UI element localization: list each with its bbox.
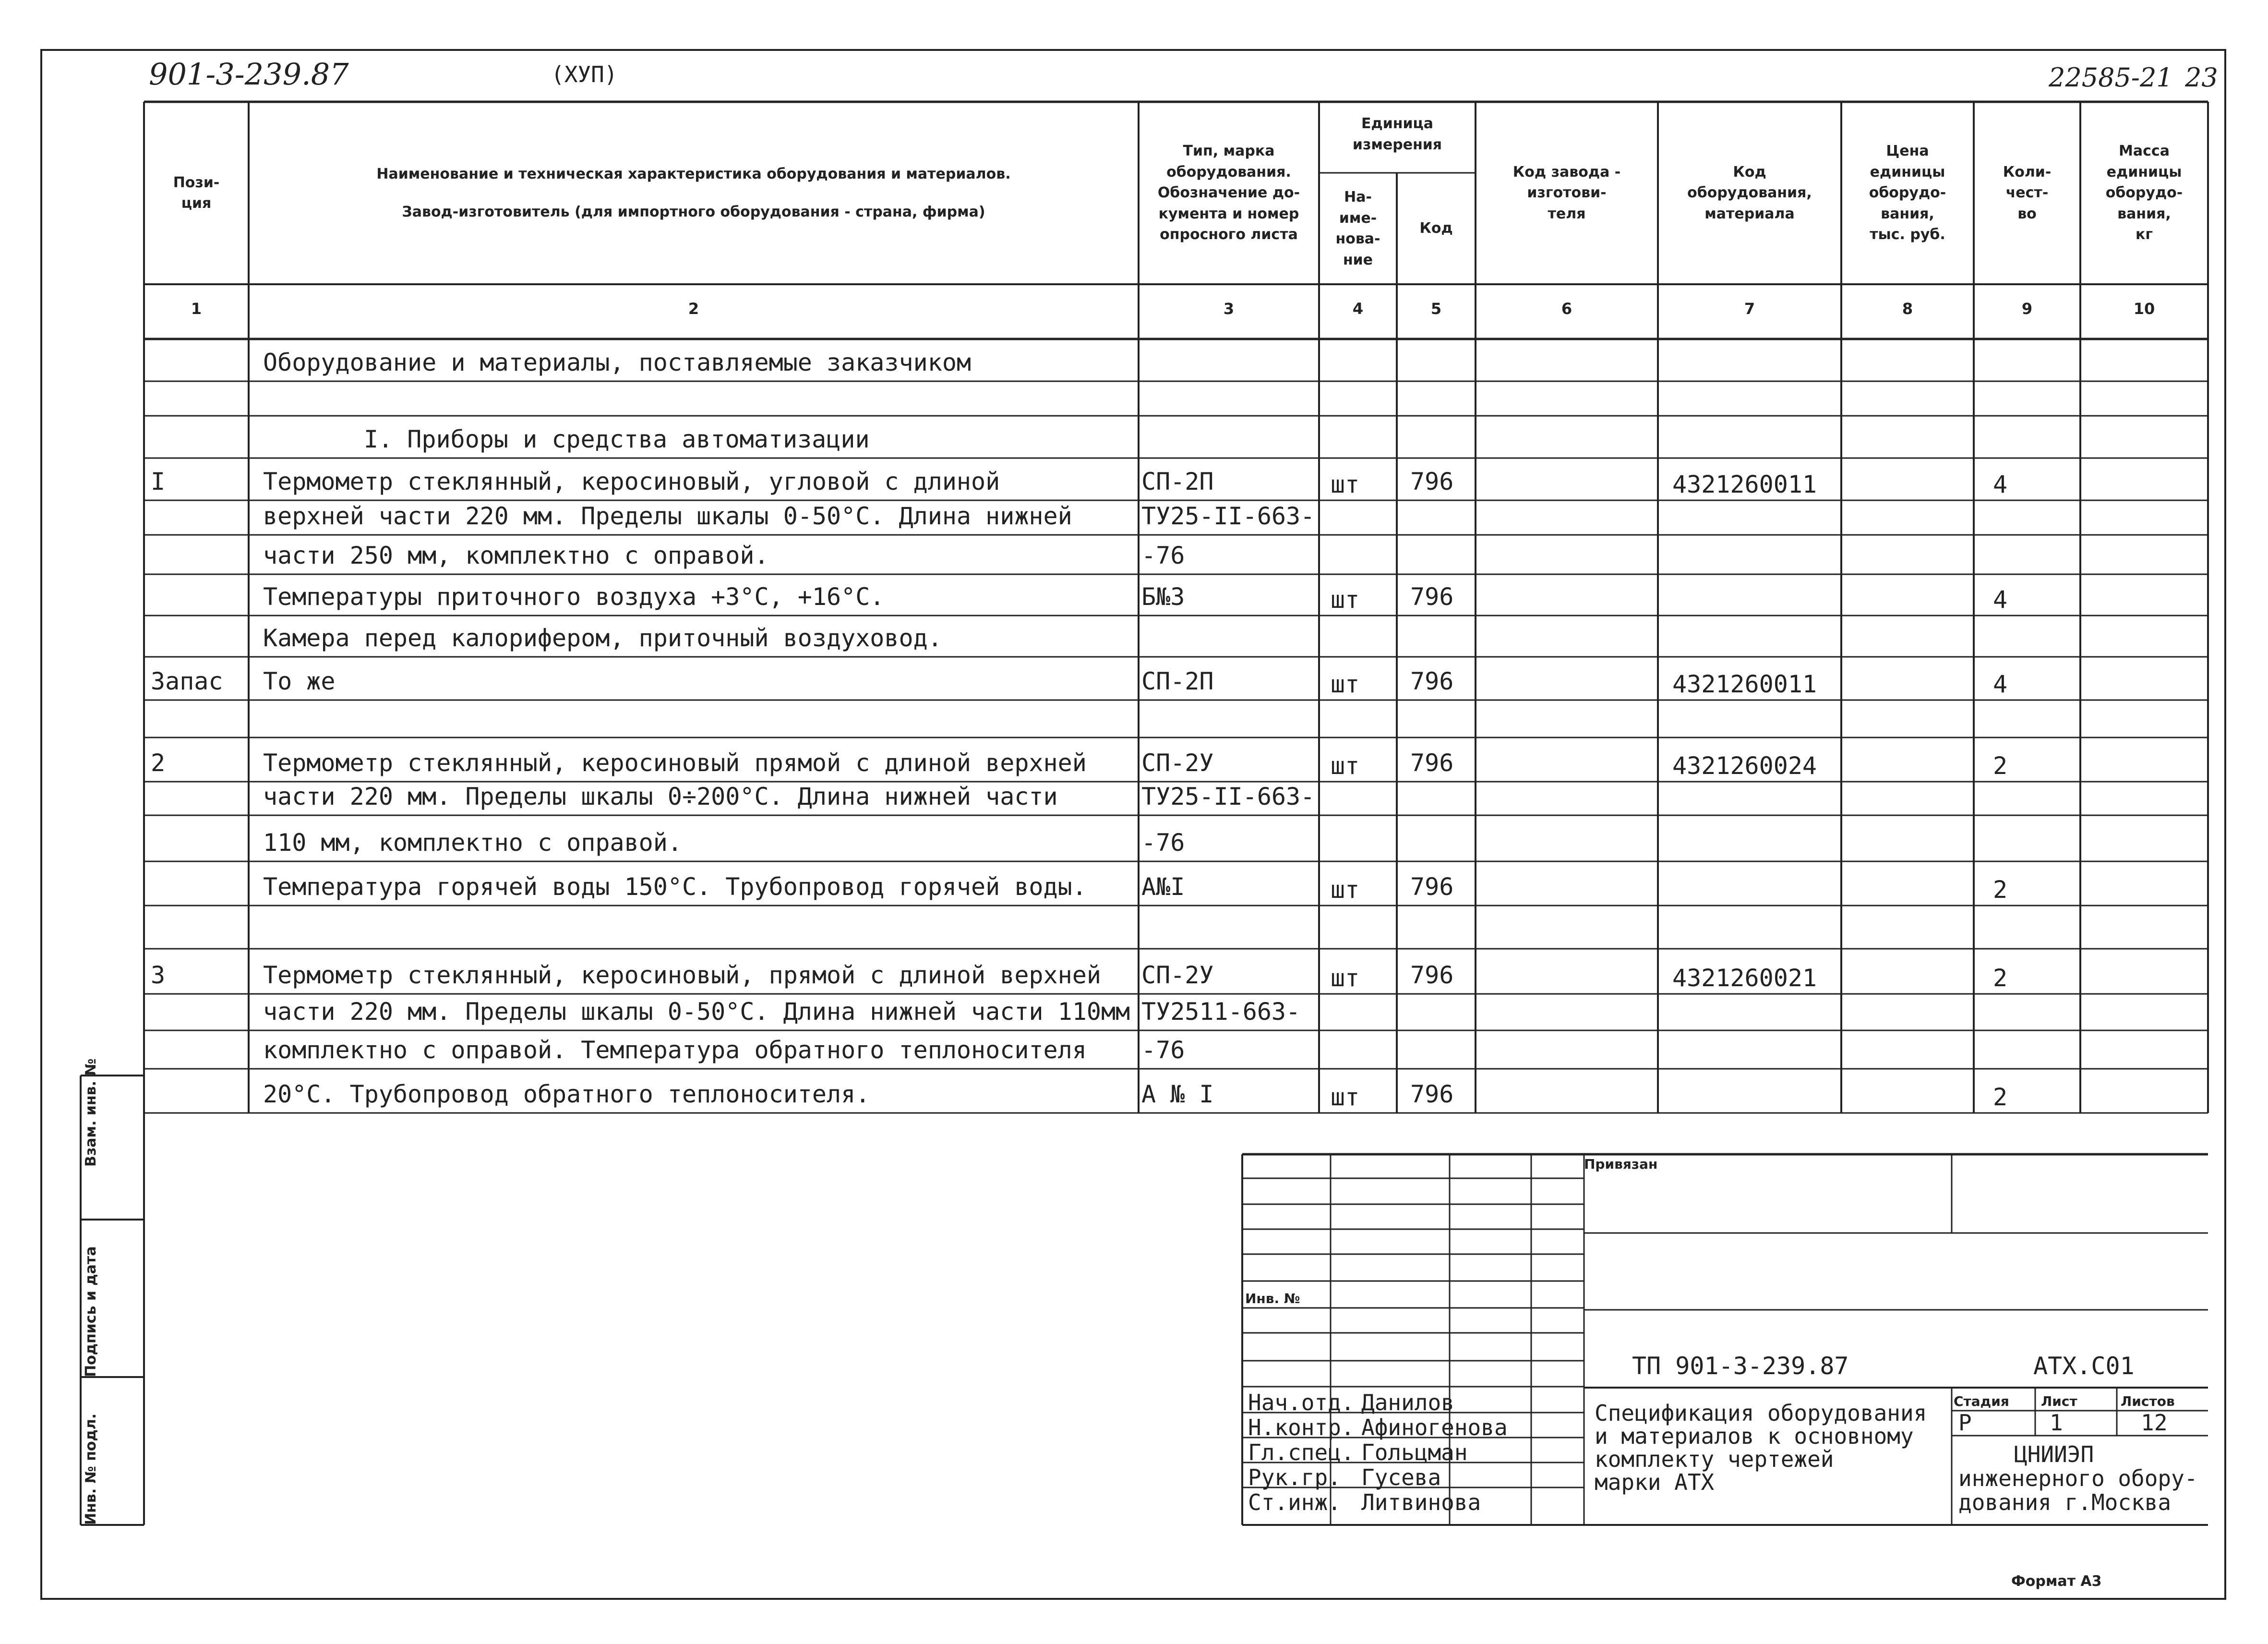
row-name: I. Приборы и средства автоматизации: [364, 425, 870, 453]
stamp-title-line-2: и материалов к основному: [1595, 1423, 1914, 1449]
row-type: -76: [1141, 829, 1185, 857]
unit-header-line: Единица: [1361, 115, 1433, 132]
header-line: На-: [1344, 189, 1372, 206]
row-name: Термометр стеклянный, керосиновый, прямой с длиной верхней: [263, 961, 1101, 989]
header-line: Тип, марка: [1183, 143, 1275, 160]
row-equipment-code: 4321260011: [1672, 471, 1817, 498]
side-label-replace-inv: Взам. инв. №: [83, 1058, 99, 1167]
stage-label: Стадия: [1954, 1393, 2009, 1409]
header-line: Код: [1419, 220, 1453, 237]
column-header-5: [1397, 173, 1476, 284]
stage-value: Р: [1958, 1410, 1972, 1436]
stamp-title-line-1: Спецификация оборудования: [1595, 1400, 1927, 1426]
signer-name: Данилов: [1361, 1390, 1454, 1415]
org-line-3: дования г.Москва: [1958, 1489, 2172, 1515]
row-quantity: 4: [1993, 586, 2008, 614]
row-type: Б№3: [1141, 583, 1185, 611]
column-header-4: [1319, 173, 1397, 284]
header-line: материала: [1704, 205, 1795, 222]
column-header-10: [2080, 102, 2208, 284]
column-number-6: 6: [1561, 300, 1572, 318]
header-line: Цена: [1886, 143, 1929, 160]
column-header-8: [1841, 102, 1974, 284]
unit-header: [1319, 113, 1476, 155]
row-quantity: 2: [1993, 1083, 2008, 1111]
column-number-9: 9: [2021, 300, 2033, 318]
row-name: Температура горячей воды 150°С. Трубопровод горячей воды.: [263, 873, 1087, 901]
row-name: Термометр стеклянный, керосиновый, угловой с длиной: [263, 468, 1000, 496]
header-line: оборудо-: [2105, 184, 2183, 202]
row-type: -76: [1141, 1036, 1185, 1064]
signer-role: Ст.инж.: [1248, 1489, 1341, 1515]
row-type: ТУ25-II-663-: [1141, 783, 1315, 810]
stamp-title-line-4: марки АТХ: [1595, 1469, 1715, 1495]
column-number-7: 7: [1744, 300, 1755, 318]
privyazan-label: Привязан: [1584, 1156, 1658, 1172]
row-name: части 220 мм. Пределы шкалы 0-50°С. Длина нижней части 110мм: [263, 998, 1130, 1026]
column-header-3: [1139, 102, 1319, 284]
row-unit: шт: [1331, 752, 1360, 780]
row-type: СП-2У: [1141, 749, 1214, 777]
row-unit: шт: [1331, 586, 1360, 614]
column-header-9: [1974, 102, 2080, 284]
row-name: верхней части 220 мм. Пределы шкалы 0-50°С. Длина нижней: [263, 502, 1072, 530]
signer-role: Н.контр.: [1248, 1414, 1355, 1440]
row-unit: шт: [1331, 471, 1360, 498]
org-line-1: ЦНИИЭП: [2014, 1441, 2094, 1467]
row-quantity: 4: [1993, 471, 2008, 498]
signer-role: Нач.отд.: [1248, 1390, 1355, 1415]
row-equipment-code: 4321260024: [1672, 752, 1817, 780]
header-line: изготови-: [1527, 184, 1607, 202]
header-line: чест-: [2005, 184, 2049, 202]
row-name: части 250 мм, комплектно с оправой.: [263, 542, 769, 569]
header-line: ние: [1343, 251, 1373, 268]
stamp-doc-mark: АТХ.С01: [2033, 1352, 2135, 1380]
row-position: 2: [151, 749, 166, 777]
row-name: 110 мм, комплектно с оправой.: [263, 829, 682, 857]
column-header-6: [1476, 102, 1658, 284]
sheets-label: Листов: [2121, 1393, 2175, 1409]
row-type: А № I: [1141, 1080, 1214, 1108]
row-unit: шт: [1331, 1083, 1360, 1111]
signer-name: Литвинова: [1361, 1489, 1481, 1515]
header-line: кг: [2135, 226, 2153, 243]
column-header-2: [249, 102, 1139, 284]
row-quantity: 2: [1993, 876, 2008, 904]
format-label: Формат А3: [2011, 1573, 2102, 1590]
column-number-4: 4: [1352, 300, 1364, 318]
row-unit-code: 796: [1410, 749, 1454, 777]
row-name: части 220 мм. Пределы шкалы 0÷200°С. Длина нижней части: [263, 783, 1058, 810]
sheets-value: 12: [2141, 1410, 2168, 1436]
row-name: Оборудование и материалы, поставляемые заказчиком: [263, 349, 972, 376]
column-number-1: 1: [191, 300, 202, 318]
row-quantity: 2: [1993, 752, 2008, 780]
column-number-5: 5: [1430, 300, 1442, 318]
unit-header-line: измерения: [1352, 136, 1442, 153]
stamp-title-line-3: комплекту чертежей: [1595, 1446, 1834, 1472]
row-unit-code: 796: [1410, 1080, 1454, 1108]
signer-name: Гусева: [1361, 1464, 1441, 1490]
row-unit-code: 796: [1410, 667, 1454, 695]
row-quantity: 2: [1993, 964, 2008, 992]
header-line: Код: [1733, 163, 1766, 181]
row-type: ТУ2511-663-: [1141, 998, 1301, 1026]
sheet-value: 1: [2050, 1410, 2063, 1436]
header-line: оборудования.: [1166, 163, 1291, 181]
side-label-signature-date: Подпись и дата: [83, 1246, 99, 1377]
row-type: СП-2П: [1141, 468, 1214, 496]
document-code: 901-3-239.87: [149, 57, 349, 92]
row-unit-code: 796: [1410, 468, 1454, 496]
row-unit: шт: [1331, 670, 1360, 698]
row-position: I: [151, 468, 166, 496]
header-line: теля: [1548, 205, 1586, 222]
row-unit-code: 796: [1410, 961, 1454, 989]
header-line: опросного листа: [1160, 226, 1298, 243]
row-type: СП-2П: [1141, 667, 1214, 695]
section-mark: (ХУП): [551, 61, 618, 87]
inventory-number: 22585-21: [2049, 62, 2173, 93]
signer-role: Гл.спец.: [1248, 1439, 1355, 1465]
row-unit-code: 796: [1410, 583, 1454, 611]
header-line: ция: [181, 195, 212, 212]
header-line: единицы: [2106, 163, 2182, 181]
row-position: Запас: [151, 667, 223, 695]
header-line: оборудования,: [1687, 184, 1812, 202]
header-line: вания,: [2117, 205, 2171, 222]
header-line: вания,: [1881, 205, 1934, 222]
inv-no-label: Инв. №: [1245, 1291, 1300, 1306]
header-line: единицы: [1870, 163, 1945, 181]
header-line: Код завода -: [1512, 163, 1621, 181]
stamp-doc-number: ТП 901-3-239.87: [1632, 1352, 1849, 1380]
column-number-2: 2: [688, 300, 699, 318]
signer-role: Рук.гр.: [1248, 1464, 1341, 1490]
row-position: 3: [151, 961, 166, 989]
row-name: Камера перед калорифером, приточный воздуховод.: [263, 624, 942, 652]
column-number-8: 8: [1902, 300, 1913, 318]
header-line: Масса: [2119, 143, 2170, 160]
row-unit: шт: [1331, 876, 1360, 904]
header-line: име-: [1339, 209, 1377, 227]
header-line: во: [2017, 205, 2037, 222]
org-line-2: инженерного обору-: [1958, 1465, 2198, 1491]
row-name: комплектно с оправой. Температура обратного теплоносителя: [263, 1036, 1087, 1064]
row-equipment-code: 4321260011: [1672, 670, 1817, 698]
signer-name: Гольцман: [1361, 1439, 1468, 1465]
header-line: тыс. руб.: [1870, 226, 1945, 243]
column-number-3: 3: [1223, 300, 1235, 318]
header-line: Пози-: [173, 174, 220, 191]
header-line: Обозначение до-: [1157, 184, 1300, 202]
row-type: А№I: [1141, 873, 1185, 901]
signer-name: Афиногенова: [1361, 1414, 1508, 1440]
header-line: кумента и номер: [1158, 205, 1299, 222]
row-type: -76: [1141, 542, 1185, 569]
row-unit: шт: [1331, 964, 1360, 992]
column-header-1: [144, 102, 249, 284]
side-label-orig-inv: Инв. № подл.: [83, 1413, 99, 1525]
column-header-7: [1658, 102, 1841, 284]
row-type: ТУ25-II-663-: [1141, 502, 1315, 530]
sheet-label: Лист: [2041, 1393, 2077, 1409]
column-number-10: 10: [2133, 300, 2155, 318]
header-line: оборудо-: [1869, 184, 1946, 202]
header-line: нова-: [1335, 230, 1380, 247]
page-mark: 23: [2185, 62, 2218, 93]
header-line: Наименование и техническая характеристика оборудования и материалов.: [376, 165, 1011, 182]
row-name: То же: [263, 667, 336, 695]
row-unit-code: 796: [1410, 873, 1454, 901]
row-equipment-code: 4321260021: [1672, 964, 1817, 992]
row-name: 20°С. Трубопровод обратного теплоносителя.: [263, 1080, 870, 1108]
row-type: СП-2У: [1141, 961, 1214, 989]
header-line: Завод-изготовитель (для импортного оборудования - страна, фирма): [402, 204, 985, 220]
row-name: Температуры приточного воздуха +3°С, +16°С.: [263, 583, 885, 611]
row-name: Термометр стеклянный, керосиновый прямой с длиной верхней: [263, 749, 1087, 777]
row-quantity: 4: [1993, 670, 2008, 698]
header-line: Коли-: [2003, 163, 2052, 181]
